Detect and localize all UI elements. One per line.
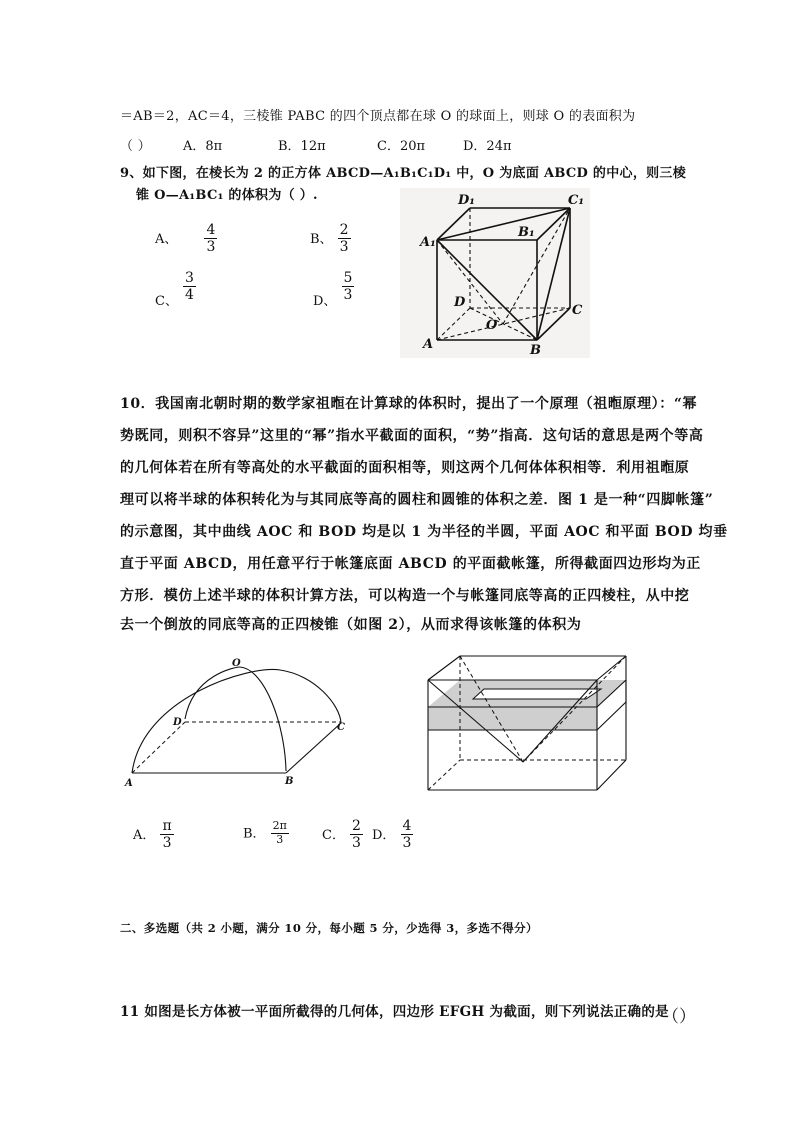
q9-option-d-den: 3 [343,287,353,304]
q9-option-d-num: 5 [343,270,353,286]
q10-line8: 去一个倒放的同底等高的正四棱锥（如图 2），从而求得该帐篷的体积为 [120,617,582,633]
q9-option-c-fraction [183,270,196,303]
q10-line6: 直于平面 ABCD，用任意平行于帐篷底面 ABCD 的平面截帐篷，所得截面四边形均为正 [120,556,701,572]
q9-option-c-label: C、 [155,294,178,310]
label-d: D [454,295,466,310]
q8-option-a: A．8π [183,139,223,154]
q9-option-b-den: 3 [339,239,349,256]
q9-option-b-label: B、 [310,232,333,248]
section-front-band [428,707,597,730]
edge-top-right [597,656,626,680]
q10-line3: 的几何体若在所有等高处的水平截面的面积相等，则这两个几何体体积相等．利用祖暅原 [120,460,690,476]
label-c: C [572,303,583,318]
q9-option-b [310,222,351,255]
q10-option-d-fraction [401,818,414,851]
q9-option-a-fraction [204,222,217,255]
q11-text: 11 如图是长方体被一平面所截得的几何体，四边形 EFGH 为截面，则下列说法正确的是 [120,1004,669,1020]
q10-line4: 理可以将半球的体积转化为与其同底等高的圆柱和圆锥的体积之差．图 1 是一种“四脚帐篷” [120,492,714,508]
edge-b-c [286,723,341,773]
q10-option-b-fraction [271,820,289,846]
q10-option-b [243,820,289,846]
label-a: A [125,778,133,789]
edge-bottom-left [428,760,460,790]
arc-aoc-left [132,669,280,773]
q9-line2: 锥 O—A₁BC₁ 的体积为（ ）. [136,188,318,203]
q10-option-a-label: A． [133,828,156,844]
q10-line1: 10．我国南北朝时期的数学家祖暅在计算球的体积时，提出了一个原理（祖暅原理）：“幂 [120,396,698,412]
q10-option-b-num: 2π [272,819,287,832]
label-b: B [285,776,294,787]
q10-option-a-fraction [160,818,173,851]
q10-option-d [372,818,413,851]
q10-option-c [322,818,363,851]
q10-line2: 势既同，则积不容异”这里的“幂”指水平截面的面积，“势”指高．这句话的意思是两个等高 [120,428,704,444]
q8-option-b: B．12π [278,139,326,154]
label-c1: C₁ [568,193,585,208]
label-d: D [173,717,182,728]
q10-prism-figure [420,650,630,795]
q10-option-c-num: 2 [352,818,361,834]
q9-option-a [155,222,217,255]
q10-option-c-label: C． [322,828,345,844]
q9-option-a-num: 4 [206,222,216,238]
q9-option-d-fraction [342,270,355,303]
q9-option-b-fraction [338,222,351,255]
q11-paren: （） [662,1007,696,1027]
q10-option-c-fraction [350,818,363,851]
q9-cube-figure [400,188,590,358]
q10-line7: 方形．模仿上述半球的体积计算方法，可以构造一个与帐篷同底等高的正四棱柱，从中挖 [120,588,690,604]
section2-heading: 二、多选题（共 2 小题，满分 10 分，每小题 5 分，少选得 3，多选不得分） [120,921,538,935]
q9-option-d-label: D、 [313,294,337,310]
q10-option-b-den: 3 [276,832,284,846]
label-b1: B₁ [518,225,535,240]
label-o: O [486,318,498,333]
arc-aoc-right [280,670,341,723]
q10-option-a-num: π [162,818,172,834]
q10-option-d-label: D． [372,828,396,844]
q9-option-c-num: 3 [185,270,194,286]
q9-option-a-label: A、 [155,232,178,248]
label-o: O [232,658,241,669]
edge-bottom-right [597,760,626,790]
q10-option-d-num: 4 [402,818,412,834]
q10-option-d-den: 3 [402,835,412,852]
q8-stem-tail: ＝AB＝2，AC＝4，三棱锥 PABC 的四个顶点都在球 O 的球面上，则球 O 的表面积为 [120,109,636,124]
q8-paren: （ ） [120,139,152,154]
q9-option-d [313,270,354,310]
label-a1: A₁ [420,235,436,250]
label-a: A [423,337,434,352]
label-b: B [530,343,541,358]
q8-option-d: D．24π [463,139,512,154]
q10-option-a-den: 3 [162,835,172,852]
label-c: C [337,722,345,733]
q10-option-c-den: 3 [352,835,361,852]
q10-tent-figure [115,655,365,795]
q9-option-b-num: 2 [339,222,349,238]
q10-line5: 的示意图，其中曲线 AOC 和 BOD 均是以 1 为半径的半圆，平面 AOC 和平面 BOD 均垂 [120,524,728,540]
q8-option-c: C．20π [377,139,426,154]
label-d1: D₁ [458,193,475,208]
q9-option-c-den: 4 [185,287,194,304]
arc-bod-right [240,667,286,771]
q10-option-a [133,818,174,851]
arc-bod-left [185,667,240,719]
q9-option-c [155,270,196,310]
edge-top-left [428,656,460,680]
section-right-bottom [597,702,626,730]
q10-option-b-label: B． [243,826,266,842]
q9-line1: 9、如下图，在棱长为 2 的正方体 ABCD—A₁B₁C₁D₁ 中，O 为底面 ABCD 的中心，则三棱 [120,166,687,181]
q9-option-a-den: 3 [206,239,216,256]
